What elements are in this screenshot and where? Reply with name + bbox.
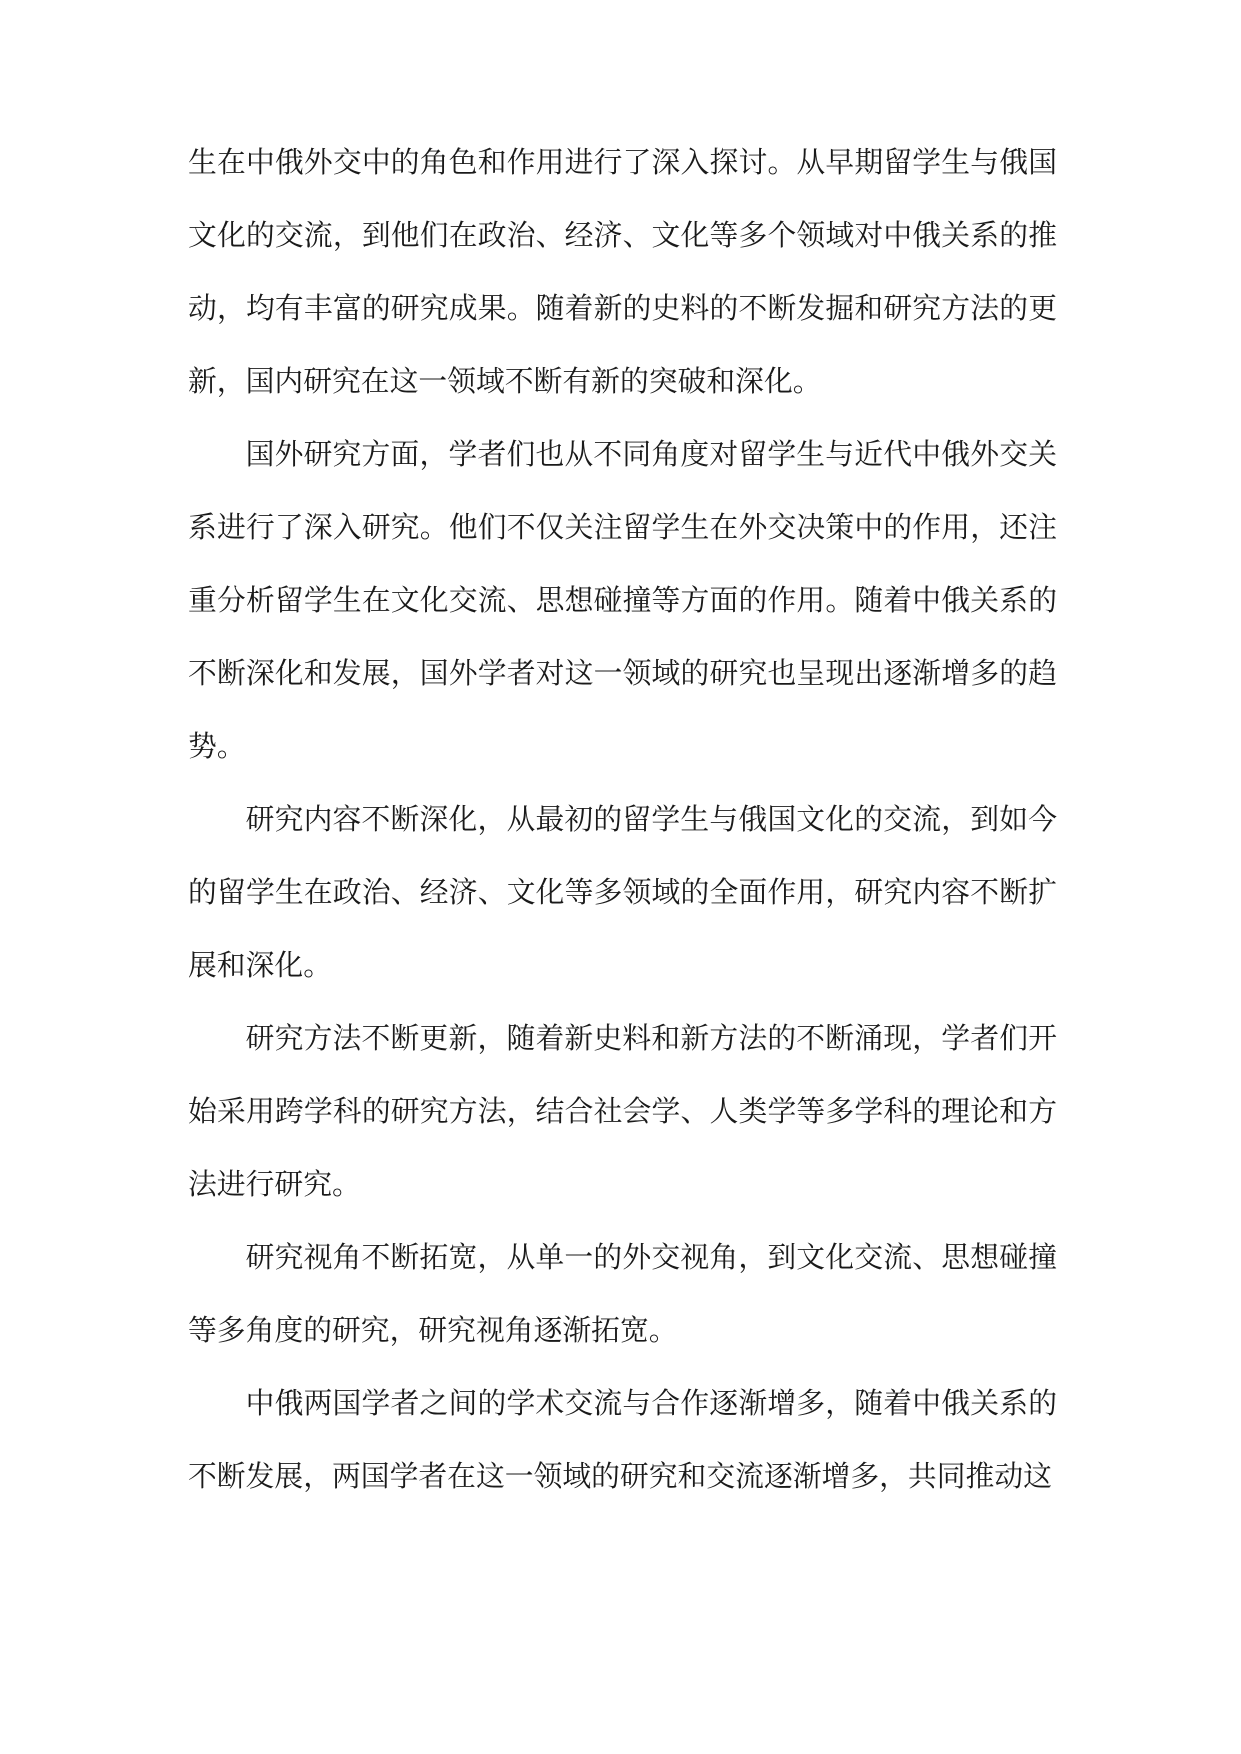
paragraph-research-content: 研究内容不断深化，从最初的留学生与俄国文化的交流，到如今的留学生在政治、经济、文化等多领域的全面作用，研究内容不断扩展和深化。 [188, 802, 1057, 982]
paragraph-domestic-research-continued: 生在中俄外交中的角色和作用进行了深入探讨。从早期留学生与俄国文化的交流，到他们在政治、经济、文化等多个领域对中俄关系的推动，均有丰富的研究成果。随着新的史料的不断发掘和研究方法的更新，国内研究在这一领域不断有新的突破和深化。 [188, 145, 1057, 398]
paragraph-research-perspective: 研究视角不断拓宽，从单一的外交视角，到文化交流、思想碰撞等多角度的研究，研究视角逐渐拓宽。 [188, 1240, 1057, 1347]
paragraph-research-methods: 研究方法不断更新，随着新史料和新方法的不断涌现，学者们开始采用跨学科的研究方法，结合社会学、人类学等多学科的理论和方法进行研究。 [188, 1021, 1057, 1201]
paragraph-foreign-research: 国外研究方面，学者们也从不同角度对留学生与近代中俄外交关系进行了深入研究。他们不仅关注留学生在外交决策中的作用，还注重分析留学生在文化交流、思想碰撞等方面的作用。随着中俄关系的不断深化和发展，国外学者对这一领域的研究也呈现出逐渐增多的趋势。 [188, 437, 1057, 763]
paragraph-academic-exchange: 中俄两国学者之间的学术交流与合作逐渐增多，随着中俄关系的不断发展，两国学者在这一领域的研究和交流逐渐增多，共同推动这 [188, 1386, 1057, 1493]
document-page [188, 126, 1057, 1513]
